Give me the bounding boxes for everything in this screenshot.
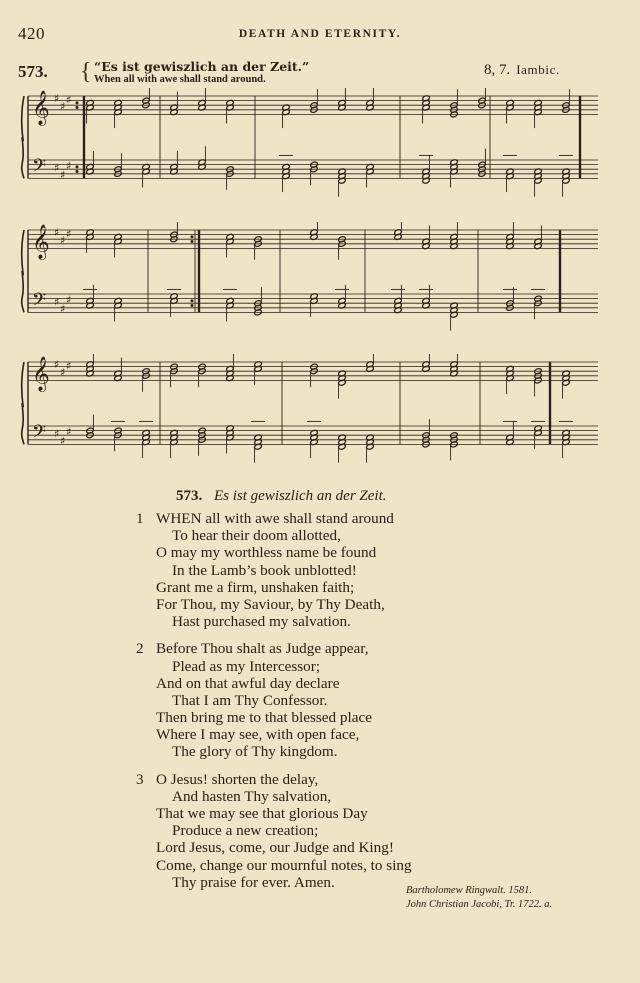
repeat-dot [191,235,194,238]
hymn-number: 573. [18,62,48,81]
verse-line: Where I may see, with open face, [156,726,360,744]
repeat-dot [76,106,79,109]
verse-line: Come, change our mournful notes, to sing [156,856,412,874]
music-system-1 [20,88,598,208]
verse-line: That we may see that glorious Day [156,805,368,822]
verse-line: Grant me a firm, unshaken faith; [156,578,355,596]
bass-clef-icon: 𝄢 [32,422,47,448]
repeat-dot [76,165,79,168]
music-score-row-3 [20,354,598,474]
system-brace [22,230,24,312]
sharp-icon: ♯ [60,434,66,448]
hymn-heading [18,58,618,88]
page-number: 420 [18,24,45,43]
sharp-icon: ♯ [54,358,60,371]
sharp-icon: ♯ [66,293,72,307]
hymn-meter [484,62,560,79]
verse-line: Plead as my Intercessor; [172,657,321,675]
sharp-icon: ♯ [60,99,66,113]
music-system-2 [20,222,598,342]
repeat-dot [76,101,79,104]
bass-clef-icon: 𝄢 [32,156,47,182]
verse-line: The glory of Thy kingdom. [172,743,338,761]
verse-line: Lord Jesus, come, our Judge and King! [156,839,394,857]
verse-line: That I am Thy Confessor. [172,691,328,709]
running-title: DEATH AND ETERNITY. [238,28,402,40]
german-tune-title: “Es ist gewiszlich an der Zeit.” [94,59,310,74]
sharp-icon: ♯ [66,93,72,107]
sharp-icon: ♯ [54,295,60,309]
system-brace [22,96,24,178]
translator-credit: John Christian Jacobi, Tr. 1722. a. [406,899,553,910]
system-brace [22,362,24,444]
verse-line [136,640,556,657]
verse-line: O may my worthless name be found [156,544,377,562]
treble-clef-icon: 𝄞 [32,90,50,126]
verse-line: To hear their doom allotted, [172,527,341,545]
verse-text: Before Thou shalt as Judge appear, [156,640,369,658]
stanza-3 [136,771,556,891]
verse-text: WHEN all with awe shall stand around [156,510,394,527]
stanza-number: 2 [136,640,144,658]
sharp-icon: ♯ [60,233,66,247]
stanza-number: 3 [136,770,144,788]
verse-text: O Jesus! shorten the delay, [156,770,319,788]
text-hymn-number: 573. [176,488,203,504]
verse-line: And hasten Thy salvation, [172,787,332,805]
repeat-dot [76,170,79,173]
verse-line [136,510,556,527]
repeat-dot [191,299,194,302]
sharp-icon: ♯ [60,168,66,182]
repeat-dot [191,304,194,307]
sharp-icon: ♯ [66,159,72,173]
verse-line: For Thou, my Saviour, by Thy Death, [156,595,385,613]
hymn-credits [406,884,552,912]
author-credit: Bartholomew Ringwalt. 1581. [406,885,532,896]
stanza-2 [136,640,556,760]
verse-line: In the Lamb’s book unblotted! [172,561,357,579]
sharp-icon: ♯ [66,227,72,241]
verse-line: Thy praise for ever. Amen. [172,873,335,891]
music-score-row-1 [20,88,598,208]
verse-line [136,771,556,788]
sharp-icon: ♯ [54,427,60,441]
verse-line: And on that awful day declare [156,674,340,692]
sharp-icon: ♯ [54,226,60,239]
sharp-icon: ♯ [54,92,60,105]
verse-line: Hast purchased my salvation. [172,613,351,631]
treble-clef-icon: 𝄞 [32,224,50,260]
sharp-icon: ♯ [60,365,66,379]
sharp-icon: ♯ [66,425,72,439]
stanza-number: 1 [136,510,144,527]
music-system-3 [20,354,598,474]
repeat-dot [191,240,194,243]
meter-value: 8, 7. [484,62,511,78]
sharp-icon: ♯ [54,161,60,175]
stanza-1 [136,510,556,630]
verse-line: Then bring me to that blessed place [156,709,372,727]
sharp-icon: ♯ [60,302,66,316]
verse-line: Produce a new creation; [172,822,319,840]
bass-clef-icon: 𝄢 [32,290,47,316]
sharp-icon: ♯ [66,359,72,373]
music-score-row-2 [20,222,598,342]
hymn-text-title [176,488,387,505]
hymn-verses [136,510,556,901]
title-brace: { [80,59,92,85]
treble-clef-icon: 𝄞 [32,356,50,392]
tune-name: Iambic. [516,62,560,77]
english-first-line: When all with awe shall stand around. [94,74,266,85]
text-german-title: Es ist gewiszlich an der Zeit. [214,488,387,504]
